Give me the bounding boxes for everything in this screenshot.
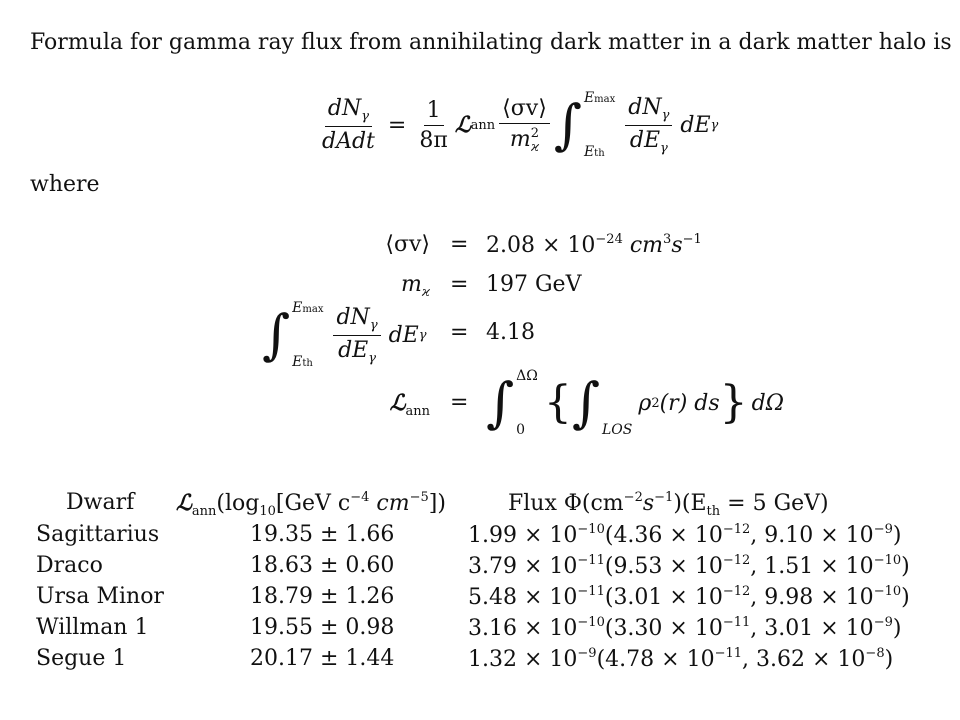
flux-fraction <box>319 96 378 154</box>
def-int-eq: = <box>450 320 469 345</box>
lhs-num: dN <box>327 96 362 121</box>
header-dwarf: Dwarf <box>66 490 135 515</box>
integral-sign: ∫ <box>553 93 582 156</box>
def-l-eq: = <box>450 390 469 415</box>
lann-symbol: ℒ <box>454 112 471 138</box>
def-mass <box>0 272 960 302</box>
m-sup: 2 <box>530 125 539 141</box>
def-integral-sign: ∫ <box>262 303 291 366</box>
flux-value: $3.79 \times 10^{-11}(9.53 \times 10^{-12}$, $1.51 \times 10^{-10}$) <box>468 553 910 579</box>
flux-value: $1.32 \times 10^{-9}(4.78 \times 10^{-11}$, $3.62 \times 10^{-8}$) <box>468 646 894 672</box>
dwarf-name: Segue 1 <box>36 646 127 671</box>
def-sv-eq: = <box>450 232 469 257</box>
intro-text: Formula for gamma ray flux from annihilating dark matter in a dark matter halo is <box>30 30 952 55</box>
left-brace: { <box>543 377 572 428</box>
coef-num: 1 <box>424 98 444 126</box>
spec-den: dE <box>629 127 661 153</box>
where-text: where <box>30 172 100 197</box>
energy-integral <box>554 90 621 160</box>
m-den: m <box>509 126 531 152</box>
def-int-lhs: ∫ Emax Eth $\frac{dN_\gamma}{dE_\gamma}$ dE γ <box>262 300 427 370</box>
spectrum-fraction <box>625 95 672 156</box>
dwarf-name: Draco <box>36 553 103 578</box>
right-brace: } <box>719 377 748 428</box>
header-lann: $ℒ_{ann}(\log_{10}[GeV$ $c^{-4}$ $cm^{-5}$]) <box>176 490 446 519</box>
spec-den-sub: γ <box>660 140 668 156</box>
flux-value: $1.99 \times 10^{-10}(4.36 \times 10^{-12}$, $9.10 \times 10^{-9}$) <box>468 522 902 548</box>
dwarf-name: Willman 1 <box>36 615 149 640</box>
sv-num: ⟨σv⟩ <box>499 96 550 124</box>
lann-value: 18.79 ± 1.26 <box>250 584 395 609</box>
def-sigma-v <box>0 232 960 262</box>
lhs-den: dAdt <box>322 129 375 154</box>
flux-equation <box>315 90 718 160</box>
equals-sign: = <box>387 112 407 138</box>
def-l-lhs: ℒ$_{ann}$ <box>389 390 430 419</box>
coef-fraction <box>416 98 450 153</box>
def-lann <box>0 368 960 440</box>
lann-value: 19.35 ± 1.66 <box>250 522 395 547</box>
def-sv-rhs: $2.08 \times 10^{-24}$ $cm^3s^{-1}$ <box>486 232 702 258</box>
lann-value: 19.55 ± 0.98 <box>250 615 395 640</box>
lann-sub: ann <box>470 117 496 133</box>
de-sub: γ <box>710 117 719 133</box>
dwarf-name: Sagittarius <box>36 522 160 547</box>
spec-num-sub: γ <box>661 107 670 123</box>
def-int-rhs: 4.18 <box>486 320 535 345</box>
def-sv-lhs: ⟨σv⟩ <box>385 232 430 257</box>
lann-value: 20.17 ± 1.44 <box>250 646 395 671</box>
spec-num: dN <box>628 94 662 120</box>
m-sub: ϰ <box>531 139 540 155</box>
int-upper-sub: max <box>594 94 616 105</box>
lhs-num-sub: γ <box>361 109 370 124</box>
lann-value: 18.63 ± 0.60 <box>250 553 395 578</box>
dwarf-name: Ursa Minor <box>36 584 164 609</box>
def-m-lhs: $m_ϰ$ <box>401 272 430 300</box>
int-lower: E <box>583 144 595 160</box>
header-flux: Flux $\Phi(cm^{-2}s^{-1})(E_{th} = 5$ GeV) <box>508 490 829 519</box>
int-lower-sub: th <box>594 148 605 159</box>
int-upper: E <box>583 90 595 106</box>
def-m-rhs: 197 GeV <box>486 272 582 297</box>
flux-value: $5.48 \times 10^{-11}(3.01 \times 10^{-12}$, $9.98 \times 10^{-10}$) <box>468 584 910 610</box>
def-m-eq: = <box>450 272 469 297</box>
sv-fraction <box>499 96 550 155</box>
coef-den: 8π <box>419 127 448 153</box>
de-term: dE <box>680 112 711 138</box>
def-l-rhs: ∫ ΔΩ 0 { ∫ LOS ρ 2 (r) ds } dΩ <box>486 368 784 438</box>
flux-value: $3.16 \times 10^{-10}(3.30 \times 10^{-11}$, $3.01 \times 10^{-9}$) <box>468 615 902 641</box>
def-integral <box>0 300 960 372</box>
